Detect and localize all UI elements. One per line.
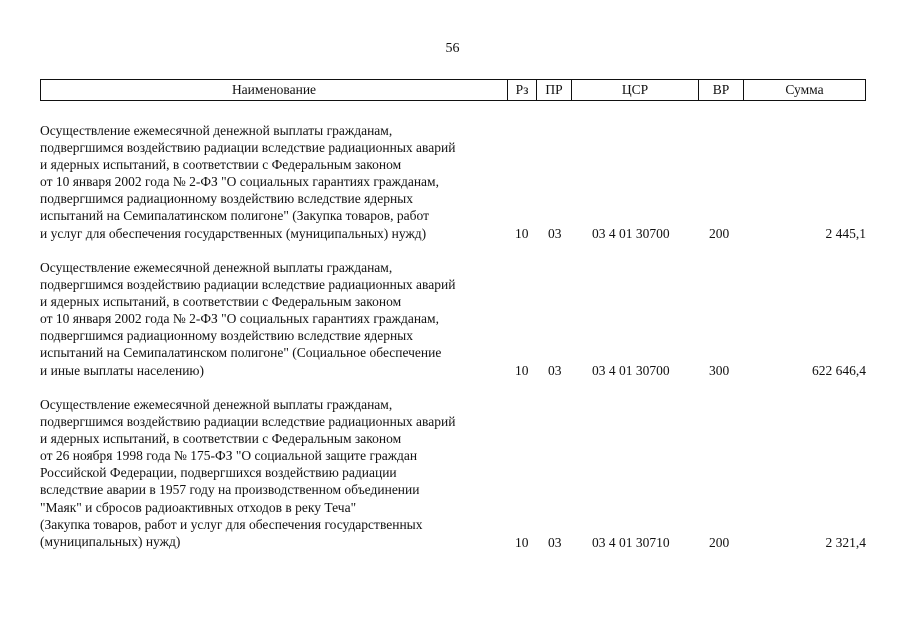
header-rz: Рз (508, 80, 537, 100)
row-csr: 03 4 01 30700 (592, 226, 670, 241)
header-name: Наименование (41, 80, 508, 100)
table-row (40, 259, 866, 379)
page-number: 56 (445, 41, 460, 56)
row-description: Осуществление ежемесячной денежной выплаты гражданам, подвергшимся воздействию радиации вследствие радиационных аварий и ядерных испытаний, в соответствии с Федеральным законом от 10 января 2002 года № 2-ФЗ "О социальных гарантиях гражданам, подвергшимся радиационному воздействию вследствие ядерных испытаний на Семипалатинском полигоне" (Закупка товаров, работ и услуг для обеспечения государственных (муниципальных) нужд) (40, 123, 456, 241)
row-description: Осуществление ежемесячной денежной выплаты гражданам, подвергшимся воздействию радиации вследствие радиационных аварий и ядерных испытаний, в соответствии с Федеральным законом от 10 января 2002 года № 2-ФЗ "О социальных гарантиях гражданам, подвергшимся радиационному воздействию вследствие ядерных испытаний на Семипалатинском полигоне" (Социальное обеспечение и иные выплаты населению) (40, 260, 456, 378)
header-sum: Сумма (785, 82, 824, 97)
row-pr: 03 (548, 226, 562, 241)
row-sum: 622 646,4 (812, 363, 866, 378)
row-pr: 03 (548, 535, 562, 550)
row-rz: 10 (515, 226, 529, 241)
row-rz: 10 (515, 363, 529, 378)
header-pr: ПР (537, 80, 572, 100)
row-vr: 200 (709, 226, 730, 241)
table-header (40, 79, 866, 101)
row-rz: 10 (515, 535, 529, 550)
row-vr: 300 (709, 363, 730, 378)
table-row (40, 122, 866, 242)
row-csr: 03 4 01 30710 (592, 535, 670, 550)
row-description: Осуществление ежемесячной денежной выплаты гражданам, подвергшимся воздействию радиации вследствие радиационных аварий и ядерных испытаний, в соответствии с Федеральным законом от 26 ноября 1998 года № 175-ФЗ "О социальной защите граждан Российской Федерации, подвергшихся воздействию радиации вследствие аварии в 1957 году на производственном объединении "Маяк" и сбросов радиоактивных отходов в реку Теча" (Закупка товаров, работ и услуг для обеспечения государственных (муниципальных) нужд) (40, 397, 456, 549)
row-sum: 2 321,4 (825, 535, 866, 550)
header-csr: ЦСР (572, 80, 699, 100)
row-vr: 200 (709, 535, 730, 550)
row-csr: 03 4 01 30700 (592, 363, 670, 378)
table-row (40, 396, 866, 556)
row-sum: 2 445,1 (825, 226, 866, 241)
header-vr: ВР (699, 80, 744, 100)
row-pr: 03 (548, 363, 562, 378)
